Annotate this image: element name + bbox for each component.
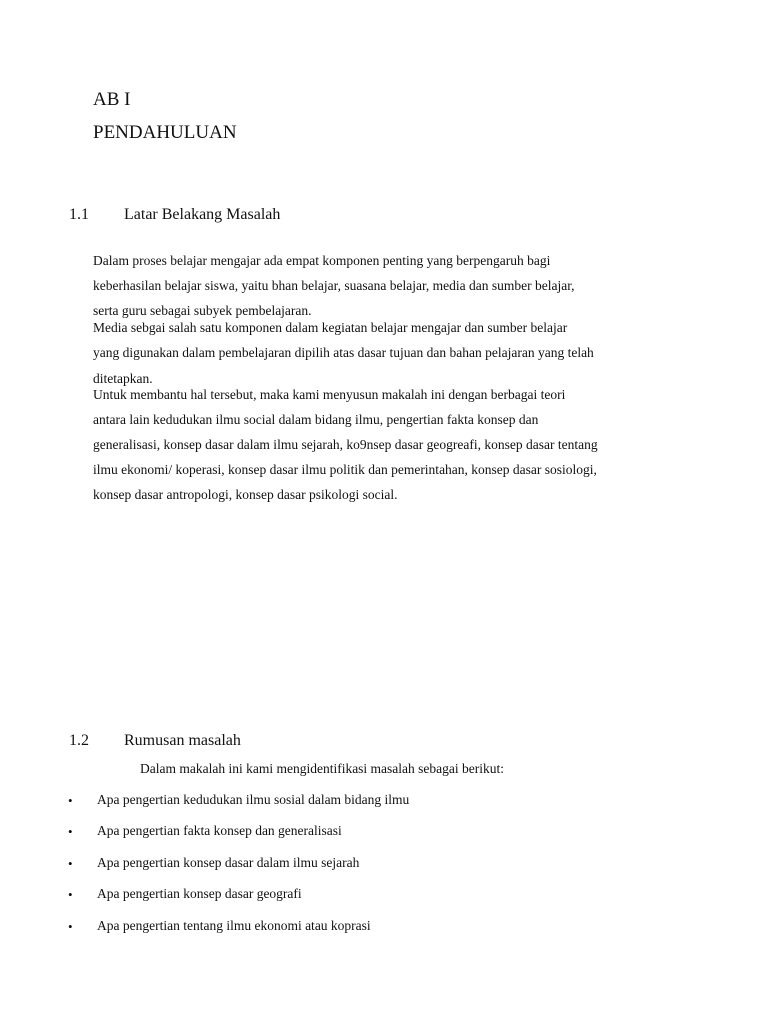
section-2-number: 1.2 <box>69 732 89 749</box>
section-1-title: Latar Belakang Masalah <box>124 206 281 223</box>
paragraph-line: generalisasi, konsep dasar dalam ilmu sejarah, ko9nsep dasar geogreafi, konsep dasar tentang <box>93 437 598 452</box>
bullet-icon: • <box>68 919 73 934</box>
bullet-icon: • <box>68 824 73 839</box>
chapter-label: AB I <box>93 89 131 110</box>
chapter-title: PENDAHULUAN <box>93 122 237 143</box>
paragraph-line: konsep dasar antropologi, konsep dasar psikologi social. <box>93 487 398 502</box>
paragraph-line: serta guru sebagai subyek pembelajaran. <box>93 303 312 318</box>
paragraph-line: Dalam proses belajar mengajar ada empat komponen penting yang berpengaruh bagi <box>93 253 551 268</box>
paragraph-line: Untuk membantu hal tersebut, maka kami menyusun makalah ini dengan berbagai teori <box>93 387 566 402</box>
paragraph-line: Media sebgai salah satu komponen dalam kegiatan belajar mengajar dan sumber belajar <box>93 320 568 335</box>
paragraph-line: keberhasilan belajar siswa, yaitu bhan belajar, suasana belajar, media dan sumber belajar, <box>93 278 575 293</box>
bullet-icon: • <box>68 856 73 871</box>
list-item: Apa pengertian tentang ilmu ekonomi atau koprasi <box>97 918 371 933</box>
bullet-icon: • <box>68 887 73 902</box>
list-item: Apa pengertian fakta konsep dan generalisasi <box>97 823 342 838</box>
paragraph-line: yang digunakan dalam pembelajaran dipilih atas dasar tujuan dan bahan pelajaran yang telah <box>93 345 594 360</box>
section-1-number: 1.1 <box>69 206 89 223</box>
section-2-title: Rumusan masalah <box>124 732 241 749</box>
paragraph-line: ilmu ekonomi/ koperasi, konsep dasar ilmu politik dan pemerintahan, konsep dasar sosiologi, <box>93 462 597 477</box>
section-2-intro: Dalam makalah ini kami mengidentifikasi masalah sebagai berikut: <box>140 761 505 776</box>
list-item: Apa pengertian kedudukan ilmu sosial dalam bidang ilmu <box>97 792 410 807</box>
paragraph-line: ditetapkan. <box>93 371 153 386</box>
list-item: Apa pengertian konsep dasar dalam ilmu sejarah <box>97 855 360 870</box>
bullet-icon: • <box>68 793 73 808</box>
list-item: Apa pengertian konsep dasar geografi <box>97 886 302 901</box>
paragraph-line: antara lain kedudukan ilmu social dalam bidang ilmu, pengertian fakta konsep dan <box>93 412 539 427</box>
